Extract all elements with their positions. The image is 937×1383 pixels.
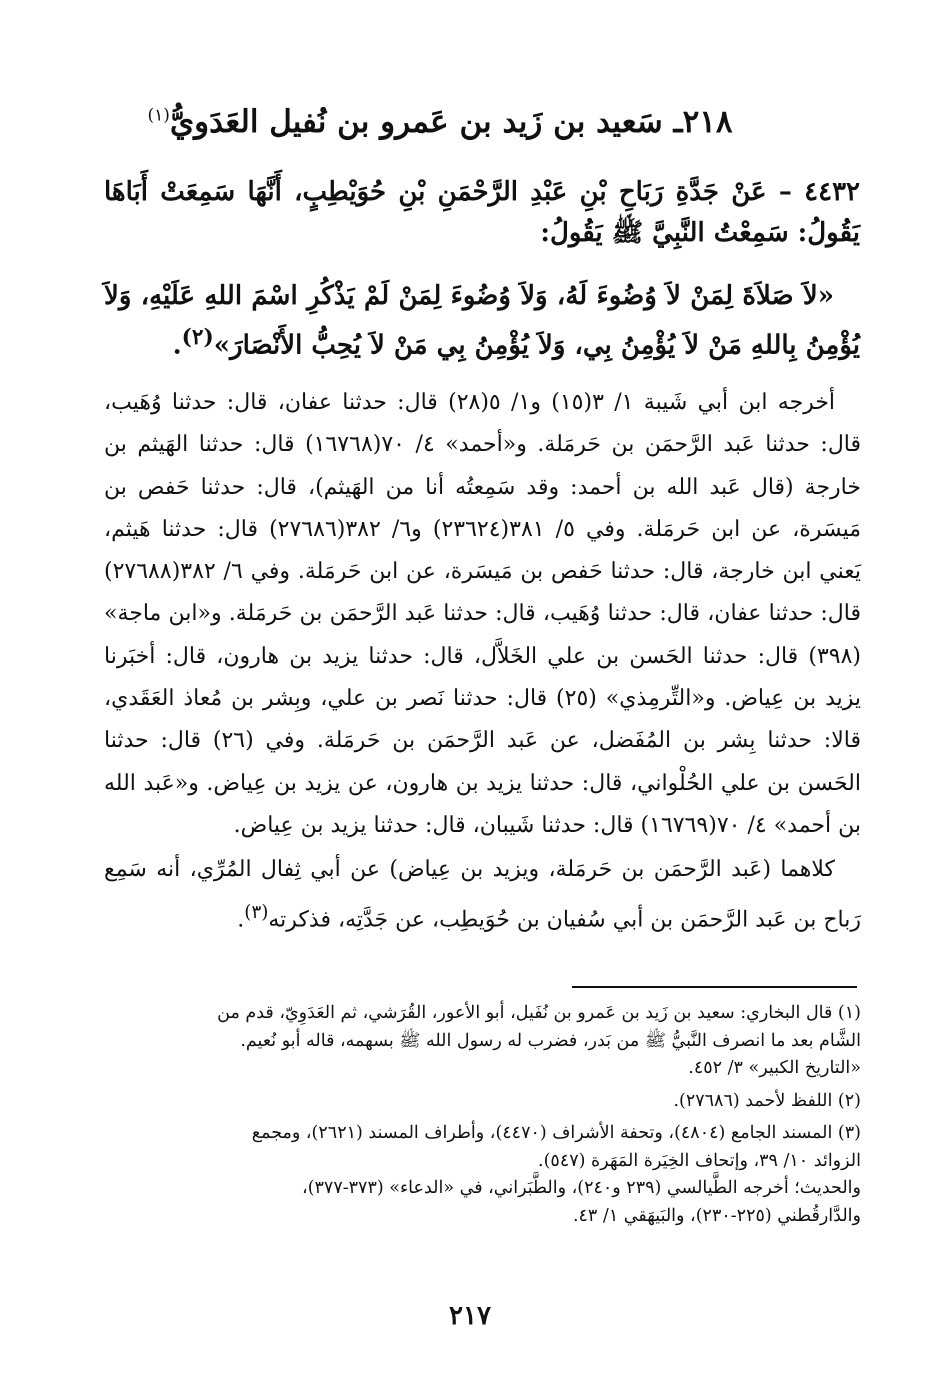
footnote-line: الزوائد ١٠/ ٣٩، وإتحاف الخِيَرة المَهَرة (٥٤٧). (538, 1150, 861, 1171)
footnote-1 (104, 1000, 861, 1083)
footnote-ref: (١) (147, 105, 170, 126)
footnotes (104, 1000, 861, 1235)
footnote-line: الشَّام بعد ما انصرف النَّبيُّ ﷺ من بَدر، فضرب له رسول الله ﷺ بسهمه، قاله أبو نُعيم. (240, 1030, 861, 1051)
takhrij-block (104, 382, 861, 941)
chapter-number: ٢١٨ـ (673, 104, 733, 140)
footnote-ref: (٣) (244, 901, 269, 923)
footnote-line: (٣) المسند الجامع (٤٨٠٤)، وتحفة الأشراف (٤٤٧٠)، وأطراف المسند (٢٦٢١)، ومجمع (251, 1123, 861, 1143)
chapter-title: سَعيد بن زَيد بن عَمرو بن نُفيل العَدَويُّ (169, 104, 663, 140)
hadith-number: ٤٤٣٢ – (778, 177, 860, 207)
footnote-2 (104, 1088, 861, 1116)
hadith-matn: «لاَ صَلاَةَ لِمَنْ لاَ وُضُوءَ لَهُ، وَلاَ وُضُوءَ لِمَنْ لَمْ يَذْكُرِ اسْمَ اللهِ عَلَيْهِ، وَلاَ يُؤْمِنُ بِاللهِ مَنْ لاَ يُؤْمِنُ بِي، وَلاَ يُؤْمِنُ بِي مَنْ لاَ يُحِبُّ الأَنْصَارَ» (104, 281, 860, 361)
hadith-block (104, 172, 860, 367)
footnote-line: والدَّارقُطني (٢٢٥-٢٣٠)، والبَيهَقي ١/ ٤٣. (572, 1205, 861, 1226)
footnote-ref: (٢) (181, 325, 214, 350)
takhrij-summary-paragraph: كلاهما (عَبد الرَّحمَن بن حَرمَلة، ويزيد بن عِياض) عن أبي ثِفال المُرِّي، أنه سَمِع رَباح بن عَبد الرَّحمَن بن أبي سُفيان بن حُوَيطِب، عن جَدَّتِه، فذكرته$^{(٣)}$. (104, 857, 861, 932)
hadith-isnad: عَنْ جَدَّةِ رَبَاحِ بْنِ عَبْدِ الرَّحْمَنِ بْنِ حُوَيْطِبٍ، أَنَّهَا سَمِعَتْ أَبَاهَا يَقُولُ: سَمِعْتُ النَّبِيَّ ﷺ يَقُولُ: (104, 177, 860, 248)
hadith-matn-paragraph: «لاَ صَلاَةَ لِمَنْ لاَ وُضُوءَ لَهُ، وَلاَ وُضُوءَ لِمَنْ لَمْ يَذْكُرِ اسْمَ اللهِ عَلَيْهِ، وَلاَ يُؤْمِنُ بِاللهِ مَنْ لاَ يُؤْمِنُ بِي، وَلاَ يُؤْمِنُ بِي مَنْ لاَ يُحِبُّ الأَنْصَارَ»$^{(٢)}$. (104, 281, 860, 361)
footnote-divider (572, 986, 857, 988)
footnote-line: (١) قال البخاري: سعيد بن زَيد بن عَمرو بن نُفَيل، أبو الأعور، القُرَشي، ثم العَدَوِيّ، قدم من (217, 1003, 861, 1023)
hadith-isnad-paragraph (104, 172, 860, 254)
footnote-line: والحديث؛ أخرجه الطَّيالسي (٢٣٩ و٢٤٠)، والطَّبَراني، في «الدعاء» (٣٧٣-٣٧٧)، (302, 1178, 861, 1198)
footnote-line: (٢) اللفظ لأحمد (٢٧٦٨٦). (673, 1090, 861, 1111)
footnote-3 (104, 1120, 861, 1230)
page-number: ٢١٧ (449, 1301, 491, 1331)
takhrij-summary: كلاهما (عَبد الرَّحمَن بن حَرمَلة، ويزيد بن عِياض) عن أبي ثِفال المُرِّي، أنه سَمِع رَباح بن عَبد الرَّحمَن بن أبي سُفيان بن حُوَيطِب، عن جَدَّتِه، فذكرته (104, 857, 861, 932)
footnote-line: «التاريخ الكبير» ٣/ ٤٥٢. (688, 1058, 861, 1078)
takhrij-paragraph: أخرجه ابن أبي شَيبة ١/ ٣(١٥) و١/ ٥(٢٨) قال: حدثنا عفان، قال: حدثنا وُهَيب، قال: حدثنا عَبد الرَّحمَن بن حَرمَلة. و«أحمد» ٤/ ٧٠(١٦٧٦٨) قال: حدثنا الهَيثم بن خارجة (قال عَبد الله بن أحمد: وقد سَمِعتُه أنا من الهَيثم)، قال: حدثنا حَفص بن مَيسَرة، عن ابن حَرمَلة. وفي ٥/ ٣٨١(٢٣٦٢٤) و٦/ ٣٨٢(٢٧٦٨٦) قال: حدثنا هَيثم، يَعني ابن خارجة، قال: حدثنا حَفص بن مَيسَرة، عن ابن حَرمَلة. وفي ٦/ ٣٨٢(٢٧٦٨٨) قال: حدثنا عفان، قال: حدثنا وُهَيب، قال: حدثنا عَبد الرَّحمَن بن حَرمَلة. و«ابن ماجة» (٣٩٨) قال: حدثنا الحَسن بن علي الخَلاَّل، قال: حدثنا يزيد بن هارون، قال: أخبَرنا يزيد بن عِياض. و«التِّرمِذي» (٢٥) قال: حدثنا نَصر بن علي، وبِشر بن مُعاذ العَقَدي، قالا: حدثنا بِشر بن المُفَضل، عن عَبد الرَّحمَن بن حَرمَلة. وفي (٢٦) قال: حدثنا الحَسن بن علي الحُلْواني، قال: حدثنا يزيد بن هارون، عن يزيد بن عِياض. و«عَبد الله بن أحمد» ٤/ ٧٠(١٦٧٦٩) قال: حدثنا شَيبان، قال: حدثنا يزيد بن عِياض. (104, 390, 862, 838)
chapter-heading (120, 100, 760, 144)
